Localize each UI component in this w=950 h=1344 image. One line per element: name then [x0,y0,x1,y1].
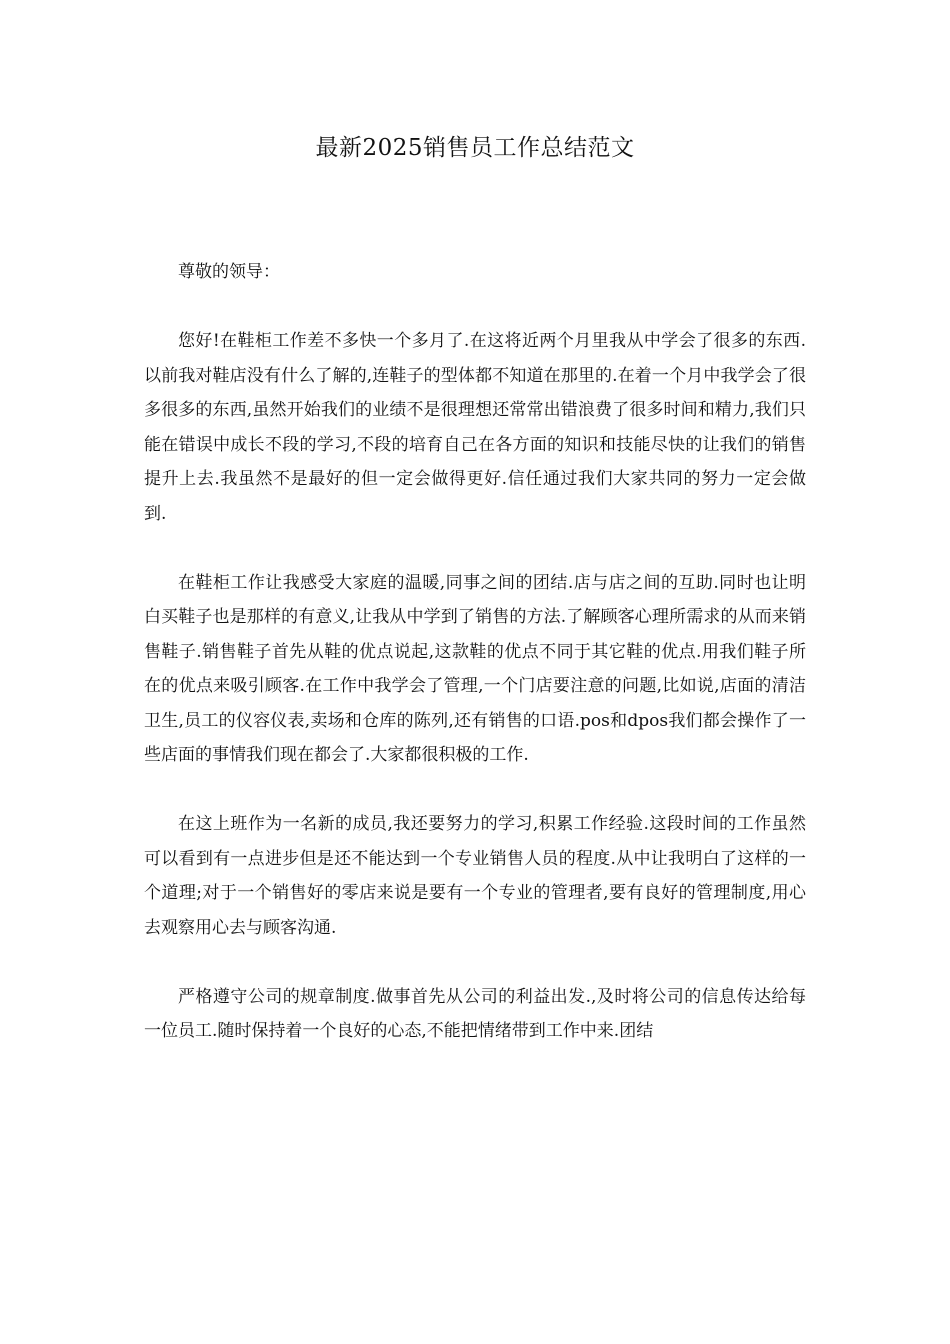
document-body [144,255,806,1083]
salutation: 尊敬的领导： [178,262,280,282]
paragraph-1: 您好!在鞋柜工作差不多快一个多月了.在这将近两个月里我从中学会了很多的东西.以前我对鞋店没有什么了解的,连鞋子的型体都不知道在那里的.在着一个月中我学会了很多很多的东西,虽然开始我们的业绩不是很理想还常常出错浪费了很多时间和精力,我们只能在错误中成长不段的学习,不段的培育自己在各方面的知识和技能尽快的让我们的销售提升上去.我虽然不是最好的但一定会做得更好.信任通过我们大家共同的努力一定会做到. [144,331,806,524]
document-title: 最新2025销售员工作总结范文 [315,135,635,161]
paragraph-4: 严格遵守公司的规章制度.做事首先从公司的利益出发.,及时将公司的信息传达给每一位员工.随时保持着一个良好的心态,不能把情绪带到工作中来.团结 [144,986,806,1041]
paragraph-3: 在这上班作为一名新的成员,我还要努力的学习,积累工作经验.这段时间的工作虽然可以看到有一点进步但是还不能达到一个专业销售人员的程度.从中让我明白了这样的一个道理;对于一个销售好的零店来说是要有一个专业的管理者,要有良好的管理制度,用心去观察用心去与顾客沟通. [144,814,806,938]
paragraph-2: 在鞋柜工作让我感受大家庭的温暖,同事之间的团结.店与店之间的互助.同时也让明白买鞋子也是那样的有意义,让我从中学到了销售的方法.了解顾客心理所需求的从而来销售鞋子.销售鞋子首先从鞋的优点说起,这款鞋的优点不同于其它鞋的优点.用我们鞋子所在的优点来吸引顾客.在工作中我学会了管理,一个门店要注意的问题,比如说,店面的清洁卫生,员工的仪容仪表,卖场和仓库的陈列,还有销售的口语.pos和dpos我们都会操作了一些店面的事情我们现在都会了.大家都很积极的工作. [144,572,806,765]
